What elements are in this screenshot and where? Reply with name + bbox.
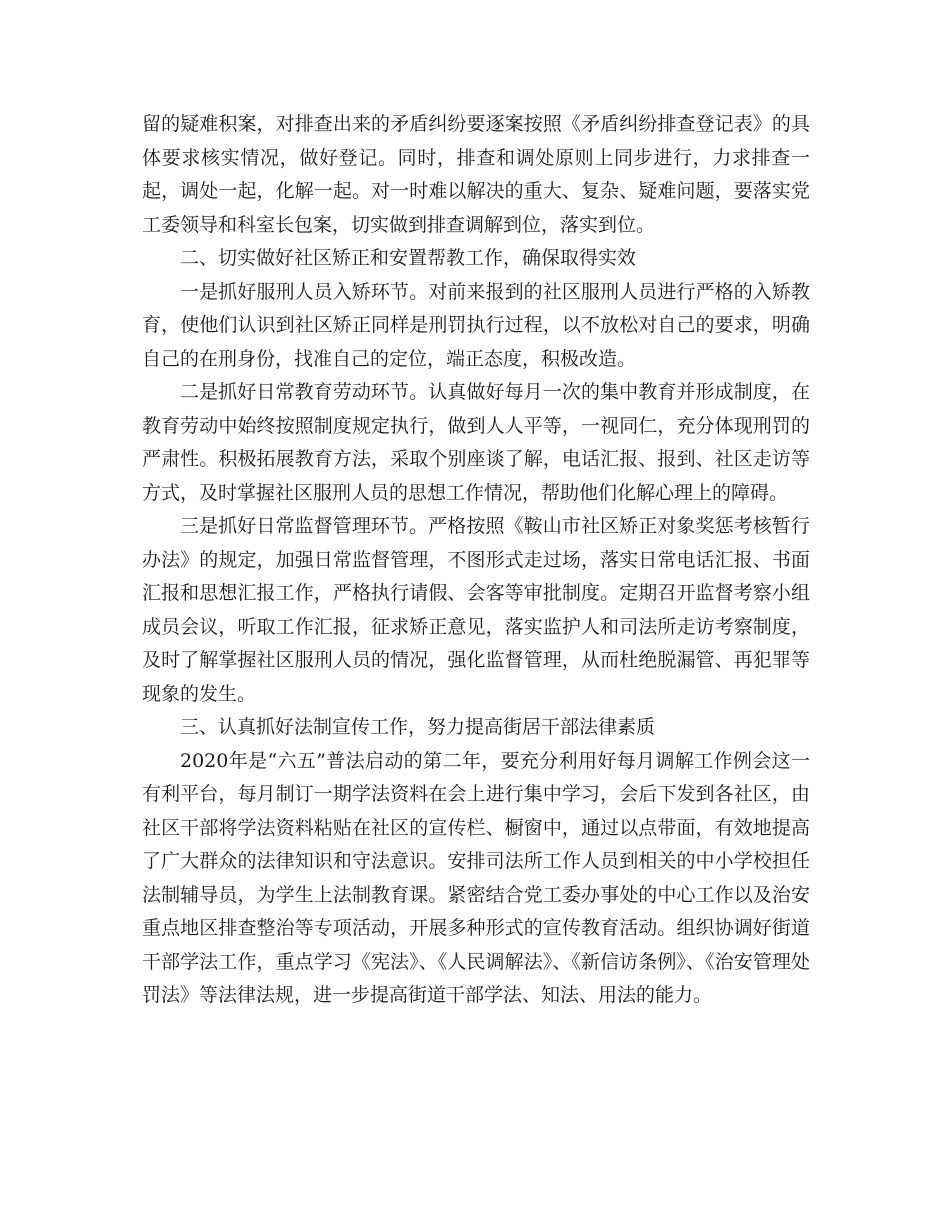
paragraph: 三是抓好日常监督管理环节。严格按照《鞍山市社区矫正对象奖惩考核暂行办法》的规定，加强日常监督管理，不图形式走过场，落实日常电话汇报、书面汇报和思想汇报工作，严格执行请假、会客等审批制度。定期召开监督考察小组成员会议，听取工作汇报，征求矫正意见，落实监护人和司法所走访考察制度，及时了解掌握社区服刑人员的情况，强化监督管理，从而杜绝脱漏管、再犯罪等现象的发生。 [142,515,810,705]
paragraph: 一是抓好服刑人员入矫环节。对前来报到的社区服刑人员进行严格的入矫教育，使他们认识到社区矫正同样是刑罚执行过程，以不放松对自己的要求，明确自己的在刑身份，找准自己的定位，端正态度，积极改造。 [142,280,810,370]
paragraph: 二是抓好日常教育劳动环节。认真做好每月一次的集中教育并形成制度，在教育劳动中始终按照制度规定执行，做到人人平等，一视同仁，充分体现刑罚的严肃性。积极拓展教育方法，采取个别座谈了解，电话汇报、报到、社区走访等方式，及时掌握社区服刑人员的思想工作情况，帮助他们化解心理上的障碍。 [142,381,810,504]
section-heading-3: 三、认真抓好法制宣传工作，努力提高街居干部法律素质 [180,716,656,738]
paragraph: 2020年是“六五”普法启动的第二年，要充分利用好每月调解工作例会这一有利平台，每月制订一期学法资料在会上进行集中学习，会后下发到各社区，由社区干部将学法资料粘贴在社区的宣传栏、橱窗中，通过以点带面，有效地提高了广大群众的法律知识和守法意识。安排司法所工作人员到相关的中小学校担任法制辅导员，为学生上法制教育课。紧密结合党工委办事处的中心工作以及治安重点地区排查整治等专项活动，开展多种形式的宣传教育活动。组织协调好街道干部学法工作，重点学习《宪法》、《人民调解法》、《新信访条例》、《治安管理处罚法》等法律法规，进一步提高街道干部学法、知法、用法的能力。 [142,749,810,1006]
paragraph-continuation: 留的疑难积案，对排查出来的矛盾纠纷要逐案按照《矛盾纠纷排查登记表》的具体要求核实情况，做好登记。同时，排查和调处原则上同步进行，力求排查一起，调处一起，化解一起。对一时难以解决的重大、复杂、疑难问题，要落实党工委领导和科室长包案，切实做到排查调解到位，落实到位。 [142,113,810,236]
section-heading-2: 二、切实做好社区矫正和安置帮教工作，确保取得实效 [180,247,637,269]
document-body [142,108,810,1013]
